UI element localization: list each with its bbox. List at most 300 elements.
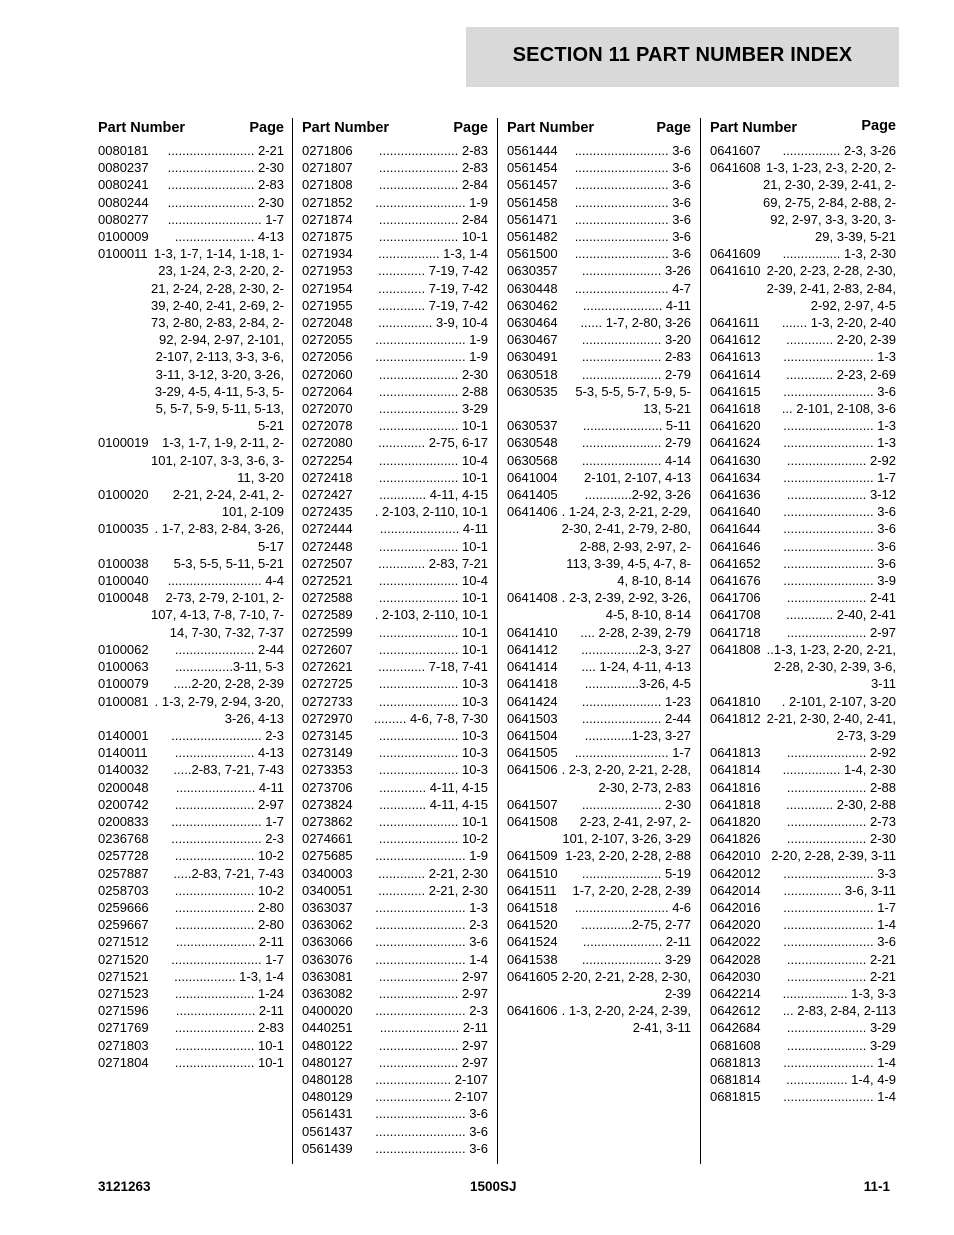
index-row [710, 710, 896, 744]
index-row [98, 675, 284, 692]
index-row [302, 1105, 488, 1122]
page-references: ...................... 2-97 [786, 624, 896, 640]
page-references: ........................ 2-30 [167, 160, 284, 176]
index-row [98, 933, 284, 950]
page-references: 1-3, 1-7, 1-9, 2-11, 2-101, 2-107, 3-3, 3-6, 3-11, 3-20 [151, 435, 284, 485]
index-row [302, 693, 488, 710]
index-row [710, 434, 896, 451]
index-row [507, 245, 691, 262]
part-number: 0641620 [710, 418, 761, 434]
part-number: 0363081 [302, 968, 353, 984]
index-row [302, 211, 488, 228]
index-row [710, 813, 896, 830]
part-number: 0272589 [302, 607, 353, 623]
part-number: 0200742 [98, 796, 149, 812]
part-number: 0561471 [507, 211, 558, 227]
index-row [302, 1002, 488, 1019]
part-number: 0140011 [98, 745, 148, 761]
index-row [507, 968, 691, 1002]
part-number: 0274661 [302, 831, 353, 847]
part-number: 0340051 [302, 882, 353, 898]
index-row [302, 417, 488, 434]
page-references: .....2-20, 2-28, 2-39 [173, 676, 284, 692]
page-references: ...................... 5-19 [581, 865, 691, 881]
part-number: 0681815 [710, 1089, 761, 1105]
index-row [302, 1088, 488, 1105]
page-references: .......................... 3-6 [574, 229, 691, 245]
index-row [302, 847, 488, 864]
part-number: 0271520 [98, 951, 149, 967]
page-references: ...................... 4-14 [581, 452, 691, 468]
index-row [302, 1037, 488, 1054]
part-number: 0641611 [710, 315, 760, 331]
index-row [98, 1019, 284, 1036]
index-row [507, 434, 691, 451]
page-heading: Page [453, 120, 488, 136]
page-references: ...................... 2-11 [379, 1020, 488, 1036]
part-number: 0641503 [507, 710, 558, 726]
index-row [302, 865, 488, 882]
part-number: 0271806 [302, 143, 353, 158]
index-row [710, 1019, 896, 1036]
page-references: ...................... 3-29 [378, 401, 488, 417]
index-row [302, 520, 488, 537]
part-number: 0642022 [710, 934, 761, 950]
page-references: ...................... 3-29 [786, 1037, 896, 1053]
part-number: 0363062 [302, 917, 353, 933]
part-number: 0200048 [98, 779, 149, 795]
part-number: 0272078 [302, 418, 353, 434]
page-references: ................ 1-3, 2-30 [782, 246, 896, 262]
page-references: ...................... 3-29 [786, 1020, 896, 1036]
page-references: .......................... 4-4 [167, 573, 284, 589]
part-number: 0272733 [302, 693, 353, 709]
part-number: 0271874 [302, 211, 353, 227]
index-row [302, 589, 488, 606]
part-number: 0272070 [302, 401, 353, 417]
part-number: 0630464 [507, 315, 558, 331]
page-references: ......................... 1-4 [783, 917, 896, 933]
part-number: 0271521 [98, 968, 149, 984]
page-references: ........................ 2-21 [167, 143, 284, 158]
index-row [98, 968, 284, 985]
page-references: ...................... 4-13 [174, 229, 284, 245]
index-row [98, 882, 284, 899]
index-row [507, 693, 691, 710]
page-references: ............. 2-21, 2-30 [378, 882, 488, 898]
page-references: .......................... 3-6 [574, 211, 691, 227]
part-number: 0363076 [302, 951, 353, 967]
index-row [98, 434, 284, 486]
page-references: ................. 1-3, 1-4 [174, 968, 284, 984]
page-references: ...................... 3-12 [786, 487, 896, 503]
part-number: 0630491 [507, 349, 558, 365]
column-divider [292, 118, 293, 1164]
part-number: 0271803 [98, 1037, 149, 1053]
index-row [507, 314, 691, 331]
page-references: ...................... 4-11 [379, 521, 488, 537]
index-row [98, 228, 284, 245]
part-number: 0480128 [302, 1071, 353, 1087]
page-references: ......................... 3-6 [783, 555, 896, 571]
index-row [302, 813, 488, 830]
part-number: 0271955 [302, 297, 353, 313]
part-number: 0641424 [507, 693, 558, 709]
part-number: 0641538 [507, 951, 558, 967]
part-number: 0681813 [710, 1054, 761, 1070]
part-number: 0630548 [507, 435, 558, 451]
index-row [302, 194, 488, 211]
page-references: 2-20, 2-21, 2-28, 2-30, 2-39 [561, 968, 691, 1001]
page-references: ......................... 3-6 [783, 383, 896, 399]
index-row [507, 211, 691, 228]
index-row [710, 882, 896, 899]
part-number: 0641612 [710, 332, 761, 348]
page-references: ................ 1-4, 2-30 [782, 762, 896, 778]
index-row [98, 176, 284, 193]
index-row [302, 400, 488, 417]
index-row [98, 693, 284, 727]
part-number: 0642020 [710, 917, 761, 933]
part-number: 0641613 [710, 349, 761, 365]
page-references: .... 1-24, 4-11, 4-13 [581, 659, 691, 675]
page-references: ......................... 1-9 [375, 332, 488, 348]
page-references: . 2-3, 2-20, 2-21, 2-28, 2-30, 2-73, 2-83 [561, 762, 691, 795]
part-number: 0641504 [507, 727, 558, 743]
part-number: 0642028 [710, 951, 761, 967]
page-references: ...............3-26, 4-5 [584, 676, 691, 692]
index-row [98, 555, 284, 572]
index-row [302, 555, 488, 572]
index-row [507, 916, 691, 933]
index-row [710, 1088, 896, 1105]
page-references: ...................... 10-3 [378, 745, 488, 761]
part-number: 0140001 [98, 727, 149, 743]
part-number: 0272056 [302, 349, 353, 365]
part-number: 0630467 [507, 332, 558, 348]
section-title: SECTION 11 PART NUMBER INDEX [512, 44, 853, 66]
part-number: 0272607 [302, 641, 353, 657]
index-row [302, 503, 488, 520]
page-references: ............. 2-21, 2-30 [378, 865, 488, 881]
index-row [302, 280, 488, 297]
page-references: ......................... 2-3 [171, 831, 284, 847]
index-row [710, 142, 896, 159]
index-row [710, 641, 896, 693]
index-row [507, 641, 691, 658]
footer-model: 1500SJ [470, 1179, 517, 1194]
part-number: 0641406 [507, 504, 558, 520]
part-number: 0561454 [507, 160, 558, 176]
page-references: ...................... 4-11 [175, 779, 284, 795]
part-number: 0440251 [302, 1020, 353, 1036]
part-number: 0100079 [98, 676, 149, 692]
index-row [302, 761, 488, 778]
index-row [98, 727, 284, 744]
part-number: 0641814 [710, 762, 761, 778]
index-row [507, 951, 691, 968]
part-number: 0641510 [507, 865, 558, 881]
page-references: ..............2-75, 2-77 [581, 917, 691, 933]
page-references: ......... 4-6, 7-8, 7-30 [373, 710, 488, 726]
page-references: ............. 2-30, 2-88 [786, 796, 896, 812]
index-row [710, 779, 896, 796]
index-row [98, 641, 284, 658]
index-row [710, 847, 896, 864]
index-row [302, 245, 488, 262]
page-references: ...................... 4-13 [174, 745, 284, 761]
page-references: ...................... 2-30 [786, 831, 896, 847]
page-references: ......................... 2-3 [375, 917, 488, 933]
page-references: ...................... 10-1 [378, 469, 488, 485]
index-row [98, 744, 284, 761]
page-references: ......................... 2-3 [375, 1003, 488, 1019]
page-references: ...................... 2-80 [174, 917, 284, 933]
page-references: 1-3, 1-23, 2-3, 2-20, 2-21, 2-30, 2-39, 2-41, 2-69, 2-75, 2-84, 2-88, 2-92, 2-97, 3-3, 3-20, 3-29, 3-39, 5-21 [763, 160, 896, 245]
page-references: ........................ 2-83 [167, 177, 284, 193]
index-row [710, 452, 896, 469]
page-references: . 2-3, 2-39, 2-92, 3-26, 4-5, 8-10, 8-14 [561, 590, 691, 623]
page-references: ......................... 1-7 [171, 951, 284, 967]
page-references: ................2-3, 3-27 [581, 641, 691, 657]
page-references: .............2-92, 3-26 [584, 487, 691, 503]
part-number-heading: Part Number [710, 120, 798, 136]
page-references: ......................... 1-4 [783, 1089, 896, 1105]
footer-document-number: 3121263 [98, 1179, 151, 1194]
index-row [98, 194, 284, 211]
index-row [710, 985, 896, 1002]
index-row [507, 882, 691, 899]
part-number: 0271875 [302, 229, 353, 245]
part-number: 0100009 [98, 229, 149, 245]
index-row [98, 985, 284, 1002]
index-row [710, 916, 896, 933]
index-row [302, 968, 488, 985]
part-number: 0271769 [98, 1020, 149, 1036]
page-heading: Page [656, 120, 691, 136]
part-number: 0561439 [302, 1140, 353, 1156]
part-number: 0272599 [302, 624, 353, 640]
index-row [98, 245, 284, 434]
index-row [302, 1054, 488, 1071]
page-references: .................. 1-3, 3-3 [782, 985, 896, 1001]
page-references: ......................... 1-7 [171, 813, 284, 829]
index-row [302, 142, 488, 159]
part-number: 0480127 [302, 1054, 353, 1070]
page-references: ...................... 2-79 [581, 435, 691, 451]
page-references: ......................... 3-6 [375, 1123, 488, 1139]
page-references: ................ 3-6, 3-11 [783, 882, 896, 898]
column-header [98, 118, 284, 142]
index-row [710, 245, 896, 262]
page-references: ...................... 2-79 [581, 366, 691, 382]
page-references: ............. 4-11, 4-15 [379, 487, 488, 503]
page-references: ............. 4-11, 4-15 [379, 779, 488, 795]
index-row [507, 761, 691, 795]
page-references: ...................... 2-11 [175, 934, 284, 950]
part-number: 0641808 [710, 641, 761, 657]
page-references: ............. 2-75, 6-17 [378, 435, 488, 451]
page-references: ...................... 2-83 [378, 160, 488, 176]
index-rows [98, 142, 284, 1071]
part-number: 0641520 [507, 917, 558, 933]
part-number: 0271512 [98, 934, 149, 950]
part-number: 0642016 [710, 899, 761, 915]
page-references: ............. 2-23, 2-69 [786, 366, 896, 382]
page-references: ...................... 2-84 [378, 177, 488, 193]
page-references: .......................... 1-7 [574, 745, 691, 761]
part-number: 0272621 [302, 659, 353, 675]
index-row [98, 761, 284, 778]
page-references: ...................... 2-44 [174, 641, 284, 657]
index-row [302, 176, 488, 193]
index-column-1 [98, 118, 284, 1071]
part-number: 0641636 [710, 487, 761, 503]
index-row [507, 710, 691, 727]
index-row [710, 693, 896, 710]
part-number: 0271804 [98, 1054, 149, 1070]
index-row [302, 606, 488, 623]
index-row [302, 951, 488, 968]
part-number: 0080277 [98, 211, 149, 227]
part-number: 0641826 [710, 831, 761, 847]
index-row [302, 297, 488, 314]
page-references: ............. 7-19, 7-42 [378, 280, 488, 296]
part-number: 0630518 [507, 366, 558, 382]
index-row [302, 228, 488, 245]
index-row [710, 830, 896, 847]
index-row [507, 658, 691, 675]
index-row [710, 520, 896, 537]
index-row [98, 520, 284, 554]
page-references: ...................... 2-92 [786, 745, 896, 761]
page-references: ............. 7-19, 7-42 [378, 297, 488, 313]
part-number: 0100020 [98, 487, 149, 503]
page-references: . 2-103, 2-110, 10-1 [374, 607, 488, 623]
page-references: ............. 2-83, 7-21 [378, 555, 488, 571]
part-number: 0641608 [710, 160, 761, 176]
part-number: 0200833 [98, 813, 149, 829]
part-number: 0642012 [710, 865, 761, 881]
index-row [302, 830, 488, 847]
index-row [302, 1019, 488, 1036]
page-references: ...................... 2-97 [378, 1054, 488, 1070]
page-references: ...................... 10-2 [174, 848, 284, 864]
part-number: 0272064 [302, 383, 353, 399]
index-row [302, 916, 488, 933]
page-references: ......................... 3-6 [783, 934, 896, 950]
part-number: 0273824 [302, 796, 353, 812]
page-references: . 1-3, 2-79, 2-94, 3-20, 3-26, 4-13 [154, 693, 284, 726]
page-references: ...................... 2-30 [378, 366, 488, 382]
part-number: 0100063 [98, 659, 149, 675]
index-row [507, 865, 691, 882]
part-number: 0272435 [302, 504, 353, 520]
part-number: 0272444 [302, 521, 353, 537]
section-header-box [466, 27, 899, 87]
index-row [302, 675, 488, 692]
part-number: 0641607 [710, 143, 761, 158]
part-number: 0641630 [710, 452, 761, 468]
page-references: ...... 1-7, 2-80, 3-26 [580, 315, 691, 331]
page-references: ......................... 3-6 [375, 1106, 488, 1122]
part-number: 0100062 [98, 641, 149, 657]
part-number: 0272254 [302, 452, 353, 468]
index-row [98, 899, 284, 916]
column-divider [700, 118, 701, 1164]
index-row [710, 486, 896, 503]
part-number: 0271953 [302, 263, 353, 279]
part-number: 0271808 [302, 177, 353, 193]
part-number: 0272418 [302, 469, 353, 485]
part-number: 0641652 [710, 555, 761, 571]
index-row [507, 796, 691, 813]
part-number: 0641634 [710, 469, 761, 485]
index-row [710, 761, 896, 778]
page-references: ...................... 1-23 [581, 693, 691, 709]
index-row [710, 348, 896, 365]
index-row [507, 675, 691, 692]
page-references: ...................... 2-83 [378, 143, 488, 158]
index-rows [302, 142, 488, 1157]
part-number: 0630537 [507, 418, 558, 434]
part-number: 0642684 [710, 1020, 761, 1036]
part-number: 0561444 [507, 143, 558, 158]
index-row [302, 710, 488, 727]
index-row [710, 589, 896, 606]
part-number: 0641820 [710, 813, 761, 829]
index-row [302, 314, 488, 331]
page-references: ...................... 10-1 [174, 1054, 284, 1070]
index-row [302, 331, 488, 348]
page-references: ............. 2-40, 2-41 [786, 607, 896, 623]
page-references: ...................... 10-3 [378, 693, 488, 709]
page-references: ......................... 1-7 [783, 899, 896, 915]
page-references: ............... 3-9, 10-4 [378, 315, 488, 331]
page-references: .....2-83, 7-21, 7-43 [173, 762, 284, 778]
part-number: 0641646 [710, 538, 761, 554]
column-header [302, 118, 488, 142]
page-references: ...................... 10-1 [378, 538, 488, 554]
part-number: 0363082 [302, 985, 353, 1001]
part-number: 0641412 [507, 641, 558, 657]
page-references: ...................... 2-84 [378, 211, 488, 227]
page-references: ......................... 1-4 [783, 1054, 896, 1070]
index-row [507, 228, 691, 245]
part-number: 0363037 [302, 899, 353, 915]
page-references: ...................... 2-97 [378, 1037, 488, 1053]
page-references: 2-20, 2-28, 2-39, 3-11 [771, 848, 896, 864]
page-references: 2-21, 2-24, 2-41, 2-101, 2-109 [172, 487, 284, 520]
part-number: 0641410 [507, 624, 558, 640]
part-number: 0271523 [98, 985, 149, 1001]
index-row [507, 142, 691, 159]
part-number: 0272060 [302, 366, 353, 382]
index-row [98, 916, 284, 933]
part-number: 0272588 [302, 590, 353, 606]
index-row [302, 262, 488, 279]
index-row [710, 366, 896, 383]
part-number: 0641816 [710, 779, 761, 795]
page-references: ...................... 10-1 [174, 1037, 284, 1053]
index-row [302, 1140, 488, 1157]
part-number: 0100035 [98, 521, 149, 537]
index-row [302, 383, 488, 400]
page-references: ......................... 1-4 [375, 951, 488, 967]
index-row [302, 572, 488, 589]
index-row [98, 847, 284, 864]
page-references: ...................... 2-11 [582, 934, 691, 950]
